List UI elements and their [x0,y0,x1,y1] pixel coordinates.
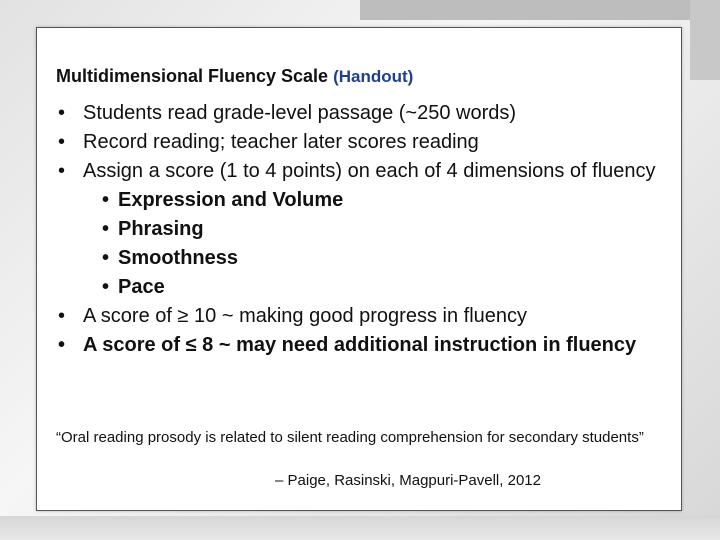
quote-text: “Oral reading prosody is related to silent reading comprehension for secondary students” [56,429,644,446]
slide-title [56,66,413,87]
background-decoration [360,0,720,20]
bullet-list [56,99,676,360]
slide-title-text: Multidimensional Fluency Scale [56,66,329,86]
handout-note: (Handout) [333,67,414,86]
bullet-item: • Assign a score (1 to 4 points) on each of 4 dimensions of fluency [56,157,676,186]
bullet-item: • Students read grade-level passage (~250 words) [56,99,676,128]
sub-bullet-item: • Phrasing [56,215,676,244]
bullet-item: • A score of ≥ 10 ~ making good progress in fluency [56,302,676,331]
slide-content-card [36,27,682,511]
bullet-item: • A score of ≤ 8 ~ may need additional instruction in fluency [56,331,676,360]
sub-bullet-item: • Pace [56,273,676,302]
sub-bullet-item: • Smoothness [56,244,676,273]
background-decoration [690,0,720,80]
background-decoration [0,516,720,540]
bullet-item: • Record reading; teacher later scores reading [56,128,676,157]
sub-bullet-item: • Expression and Volume [56,186,676,215]
quote-attribution: – Paige, Rasinski, Magpuri-Pavell, 2012 [275,472,541,489]
